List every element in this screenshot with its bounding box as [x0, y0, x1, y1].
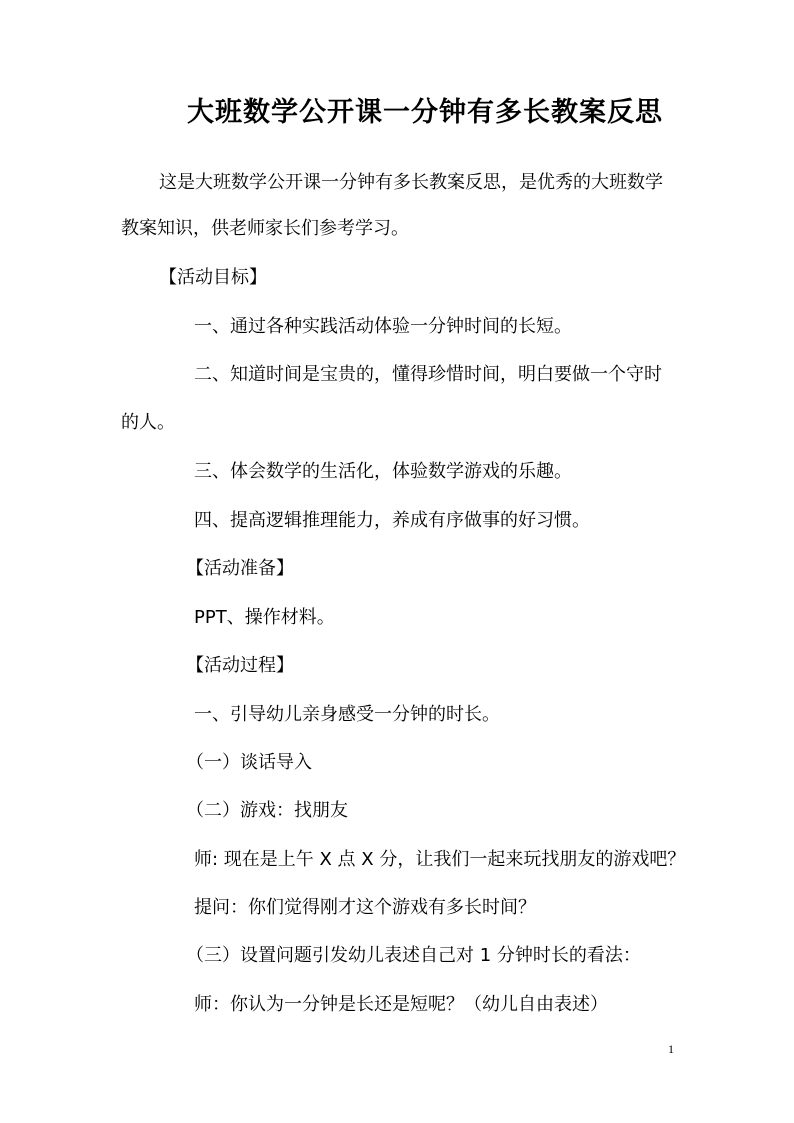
intro-paragraph-line-1: 这是大班数学公开课一分钟有多长教案反思，是优秀的大班数学 [159, 172, 663, 193]
intro-paragraph-line-2: 教案知识，供老师家长们参考学习。 [121, 218, 409, 239]
section-heading-process: 【活动过程】 [186, 655, 294, 676]
goal-item-2-line-1: 二、知道时间是宝贵的，懂得珍惜时间，明白要做一个守时 [194, 364, 662, 385]
page-number: 1 [668, 1042, 674, 1056]
process-step-3: （三）设置问题引发幼儿表述自己对 1 分钟时长的看法： [186, 945, 641, 966]
document-title: 大班数学公开课一分钟有多长教案反思 [187, 97, 663, 128]
process-step-2: （二）游戏：找朋友 [186, 800, 348, 821]
goal-item-2-line-2: 的人。 [121, 412, 175, 433]
goal-item-3: 三、体会数学的生活化，体验数学游戏的乐趣。 [194, 461, 572, 482]
section-heading-preparation: 【活动准备】 [186, 558, 294, 579]
teacher-line-2: 师：你认为一分钟是长还是短呢？（幼儿自由表述） [194, 994, 608, 1015]
process-step-1: （一）谈话导入 [186, 752, 312, 773]
goal-item-1: 一、通过各种实践活动体验一分钟时间的长短。 [194, 316, 572, 337]
goal-item-4: 四、提高逻辑推理能力，养成有序做事的好习惯。 [194, 510, 590, 531]
process-item-1: 一、引导幼儿亲身感受一分钟的时长。 [194, 704, 500, 725]
question-line-1: 提问：你们觉得刚才这个游戏有多长时间？ [194, 897, 536, 918]
teacher-line-1: 师: 现在是上午 X 点 X 分，让我们一起来玩找朋友的游戏吧？ [194, 849, 686, 870]
section-heading-goals: 【活动目标】 [159, 267, 267, 288]
preparation-text: PPT、操作材料。 [194, 607, 335, 628]
